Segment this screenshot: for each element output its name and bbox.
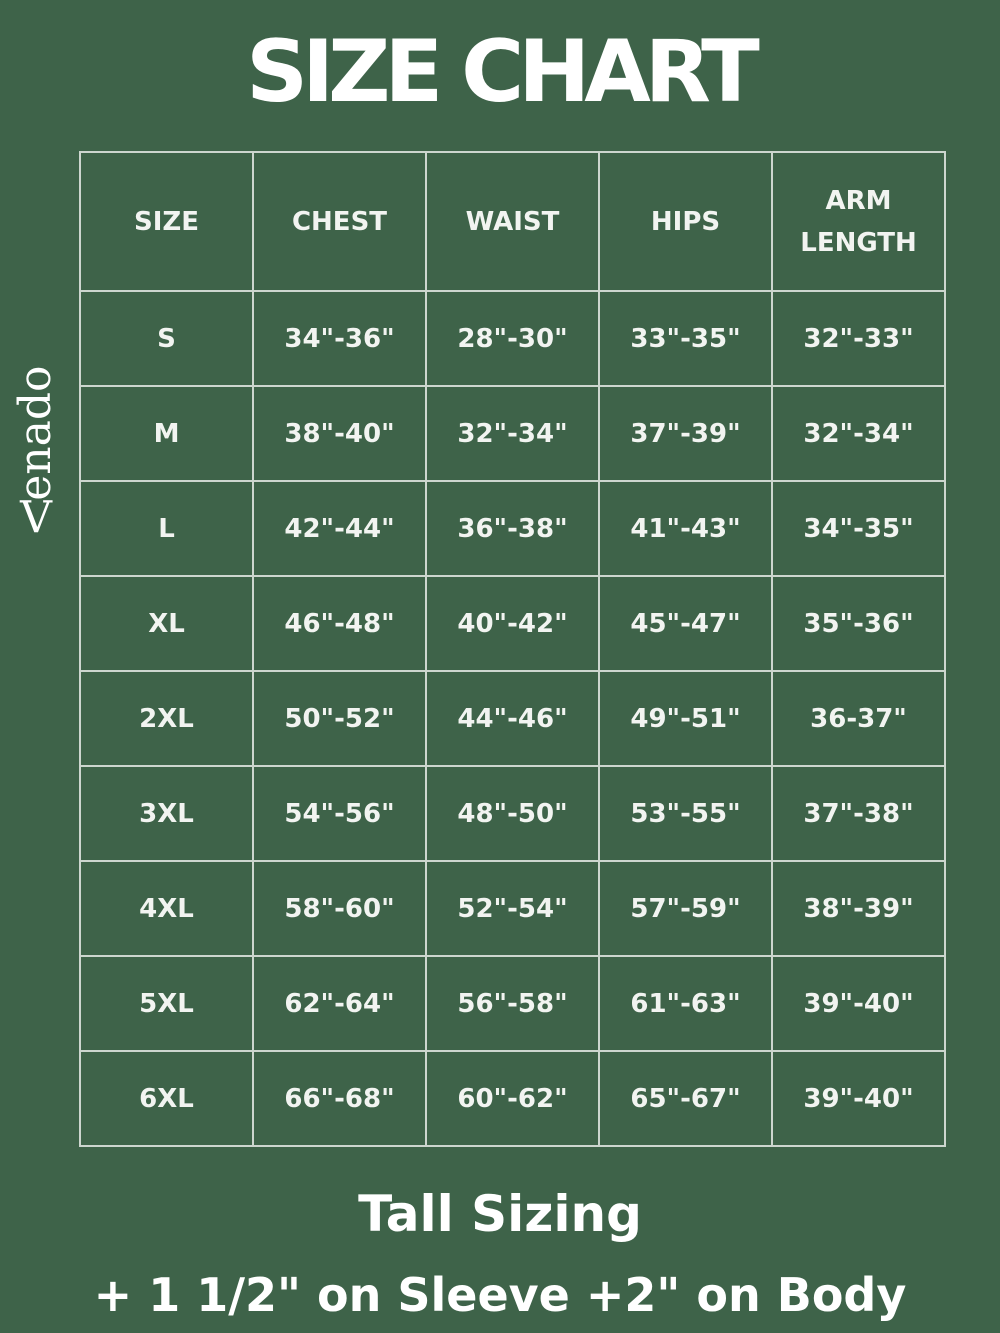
chest-cell: 58"-60" <box>253 861 426 956</box>
hips-cell: 45"-47" <box>599 576 772 671</box>
hips-cell: 61"-63" <box>599 956 772 1051</box>
arm-length-cell: 37"-38" <box>772 766 945 861</box>
table-row <box>80 481 945 576</box>
hips-cell: 49"-51" <box>599 671 772 766</box>
hips-cell: 37"-39" <box>599 386 772 481</box>
arm-length-cell: 39"-40" <box>772 956 945 1051</box>
table-row <box>80 291 945 386</box>
arm-length-cell: 34"-35" <box>772 481 945 576</box>
waist-cell: 32"-34" <box>426 386 599 481</box>
hips-cell: 57"-59" <box>599 861 772 956</box>
chest-cell: 46"-48" <box>253 576 426 671</box>
chest-cell: 54"-56" <box>253 766 426 861</box>
table-header-row <box>80 152 945 291</box>
size-cell: L <box>80 481 253 576</box>
brand-logo <box>10 365 61 544</box>
waist-cell: 48"-50" <box>426 766 599 861</box>
table-row <box>80 671 945 766</box>
size-cell: 6XL <box>80 1051 253 1146</box>
table-row <box>80 386 945 481</box>
chest-cell: 42"-44" <box>253 481 426 576</box>
page-title: SIZE CHART <box>246 22 754 122</box>
hips-cell: 33"-35" <box>599 291 772 386</box>
chest-cell: 34"-36" <box>253 291 426 386</box>
size-cell: S <box>80 291 253 386</box>
hips-cell: 41"-43" <box>599 481 772 576</box>
size-cell: 2XL <box>80 671 253 766</box>
header-hips: HIPS <box>599 152 772 291</box>
size-cell: 5XL <box>80 956 253 1051</box>
chest-cell: 38"-40" <box>253 386 426 481</box>
arm-length-cell: 35"-36" <box>772 576 945 671</box>
table-row <box>80 1051 945 1146</box>
brand-mark: V <box>20 492 52 544</box>
header-chest: CHEST <box>253 152 426 291</box>
header-waist: WAIST <box>426 152 599 291</box>
arm-length-cell: 39"-40" <box>772 1051 945 1146</box>
chest-cell: 66"-68" <box>253 1051 426 1146</box>
waist-cell: 44"-46" <box>426 671 599 766</box>
size-cell: 4XL <box>80 861 253 956</box>
chest-cell: 62"-64" <box>253 956 426 1051</box>
tall-sizing-heading: Tall Sizing <box>358 1185 642 1243</box>
size-cell: 3XL <box>80 766 253 861</box>
waist-cell: 52"-54" <box>426 861 599 956</box>
arm-length-cell: 32"-33" <box>772 291 945 386</box>
hips-cell: 65"-67" <box>599 1051 772 1146</box>
header-size: SIZE <box>80 152 253 291</box>
size-chart-table <box>79 151 946 1147</box>
hips-cell: 53"-55" <box>599 766 772 861</box>
table-row <box>80 861 945 956</box>
arm-length-cell: 36-37" <box>772 671 945 766</box>
waist-cell: 36"-38" <box>426 481 599 576</box>
brand-name: enado <box>10 365 61 501</box>
waist-cell: 60"-62" <box>426 1051 599 1146</box>
arm-length-cell: 38"-39" <box>772 861 945 956</box>
size-cell: XL <box>80 576 253 671</box>
tall-sizing-note: + 1 1/2" on Sleeve +2" on Body <box>93 1268 907 1322</box>
chest-cell: 50"-52" <box>253 671 426 766</box>
table-row <box>80 956 945 1051</box>
size-cell: M <box>80 386 253 481</box>
header-arm-length: ARM LENGTH <box>772 152 945 291</box>
waist-cell: 56"-58" <box>426 956 599 1051</box>
table-row <box>80 766 945 861</box>
waist-cell: 28"-30" <box>426 291 599 386</box>
table-row <box>80 576 945 671</box>
arm-length-cell: 32"-34" <box>772 386 945 481</box>
waist-cell: 40"-42" <box>426 576 599 671</box>
